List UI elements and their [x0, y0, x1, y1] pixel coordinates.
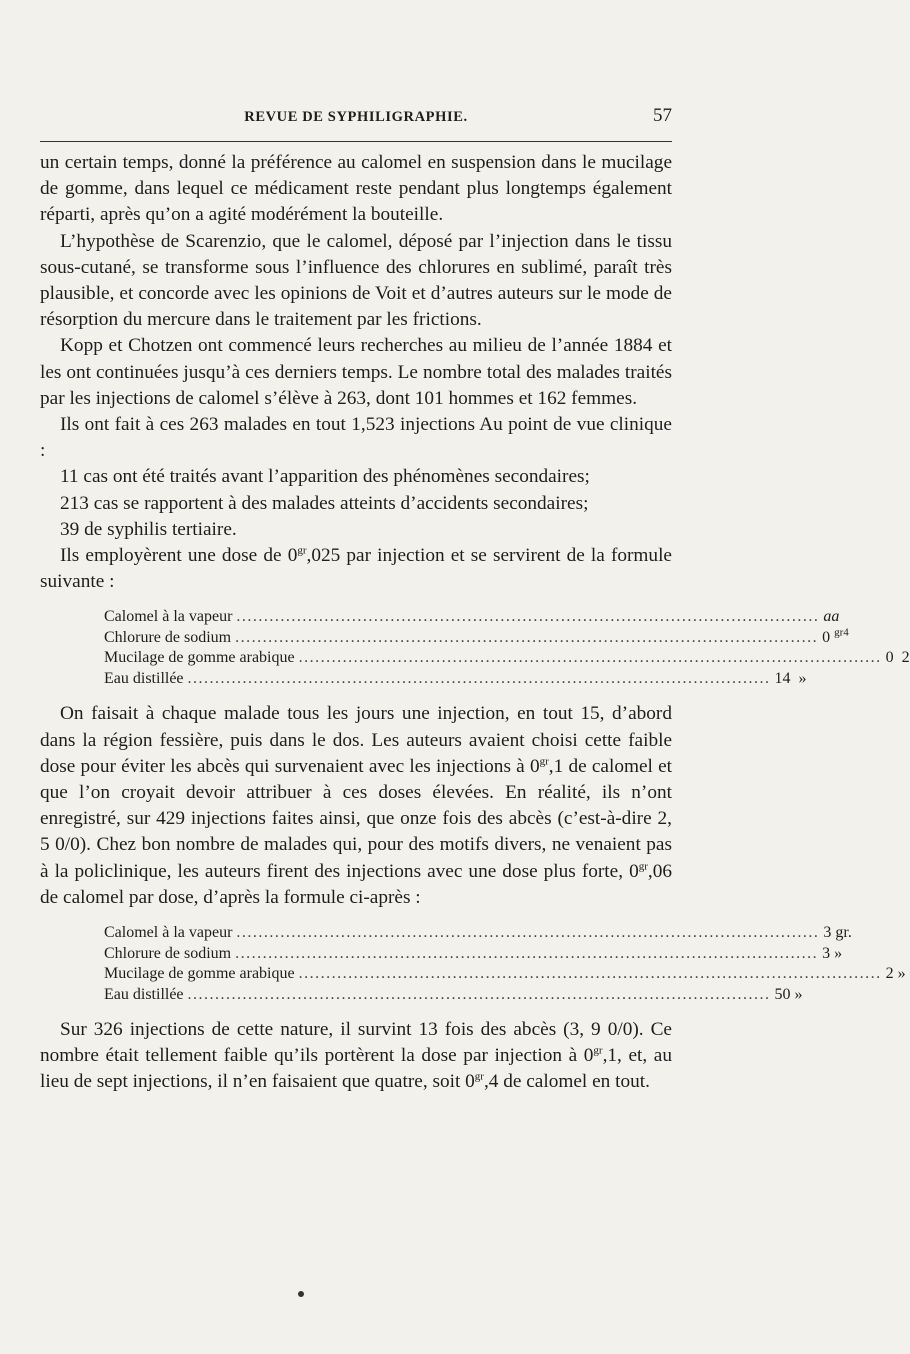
- bottom-dot-mark: [298, 1291, 304, 1297]
- paragraph-8-text-b: ,025 par injection et se servirent de la formule suivante :: [40, 545, 672, 593]
- ingredient-quantity: 3: [823, 924, 832, 942]
- paragraph-10-text-c: ,4 de calomel en tout.: [483, 1071, 650, 1093]
- formula-2-row: [104, 964, 906, 985]
- leader-dots: ..........................................................................................................: [235, 628, 819, 646]
- quantity-value: 14: [774, 669, 791, 687]
- ingredient-name: Chlorure de sodium: [104, 628, 232, 646]
- gram-superscript: gr: [638, 860, 648, 873]
- ingredient-name: Mucilage de gomme arabique: [104, 965, 295, 983]
- formula-2-row: [104, 985, 803, 1006]
- body-text: [40, 150, 910, 1096]
- paragraph-9: [40, 701, 672, 911]
- quantity-value: 0: [822, 628, 831, 646]
- quantity-value: 0: [885, 649, 894, 667]
- paragraph-2: L’hypothèse de Scarenzio, que le calomel, déposé par l’injection dans le tissu sous-cutané, se transforme sous l’influence des chlorures en sublimé, paraît très plausible, et concorde avec les opinions de Voit et d’autres auteurs sur le mode de résorption du mercure dans le traitement par les frictions.: [40, 230, 672, 331]
- gram-superscript: gr: [593, 1044, 603, 1057]
- ingredient-unit: »: [897, 965, 906, 983]
- paragraph-9-text-c: ,06 de calomel par dose, d’après la formule ci-après :: [40, 860, 672, 908]
- leader-dots: ..........................................................................................................: [187, 669, 771, 687]
- paragraph-9-text-a: On faisait à chaque malade tous les jours une injection, en tout 15, d’abord dans la région fessière, puis dans le dos. Les auteurs avaient choisi cette faible dose pour éviter les abcès qui survenaient avec les injections à 0: [40, 703, 672, 777]
- paragraph-3: Kopp et Chotzen ont commencé leurs recherches au milieu de l’année 1884 et les ont continuées jusqu’à ces derniers temps. Le nombre total des malades traités par les injections de calomel s’élève à 263, dont 101 hommes et 162 femmes.: [40, 335, 672, 409]
- paragraph-6: 213 cas se rapportent à des malades atteints d’accidents secondaires;: [60, 492, 589, 514]
- formula-2-row: [104, 944, 843, 965]
- leader-dots: ..........................................................................................................: [187, 985, 771, 1003]
- paragraph-4: Ils ont fait à ces 263 malades en tout 1,523 injections Au point de vue clinique :: [40, 414, 672, 462]
- formula-1-row: [104, 669, 807, 690]
- header-rule: [40, 141, 672, 142]
- formula-1-row: [104, 648, 910, 669]
- paragraph-1: un certain temps, donné la préférence au calomel en suspension dans le mucilage de gomme, dans lequel ce médicament reste pendant plus longtemps également réparti, après qu’on a agité modérément la bouteille.: [40, 152, 672, 226]
- ingredient-quantity: [886, 648, 910, 669]
- gram-superscript: gr: [297, 544, 307, 557]
- formula-2: [104, 923, 906, 1005]
- formula-2-row: [104, 923, 852, 944]
- ingredient-unit: gr.: [835, 924, 852, 942]
- quantity-unit: gr4: [834, 626, 849, 639]
- leader-dots: ..........................................................................................................: [298, 965, 882, 983]
- ingredient-quantity: 50: [774, 985, 791, 1003]
- quantity-unit: 2: [901, 649, 910, 667]
- leader-dots: ..........................................................................................................: [235, 944, 819, 962]
- paragraph-10: [40, 1017, 672, 1096]
- ingredient-name: Eau distillée: [104, 985, 184, 1003]
- gram-superscript: gr: [474, 1071, 484, 1084]
- ingredient-unit: »: [794, 985, 803, 1003]
- ingredient-quantity: aa: [823, 608, 840, 626]
- paragraph-8-text-a: Ils employèrent une dose de 0: [60, 545, 298, 567]
- paragraph-7: 39 de syphilis tertiaire.: [60, 518, 237, 540]
- ingredient-quantity: 2: [885, 965, 894, 983]
- running-title: REVUE DE SYPHILIGRAPHIE.: [244, 109, 468, 125]
- ingredient-name: Chlorure de sodium: [104, 944, 232, 962]
- paragraph-10-text-b: ,1, et, au lieu de sept injections, il n’en faisaient que quatre, soit 0: [40, 1045, 672, 1093]
- ingredient-unit: »: [834, 944, 843, 962]
- paragraph-5: 11 cas ont été traités avant l’apparition des phénomènes secondaires;: [60, 466, 590, 488]
- formula-1-row: [104, 626, 849, 649]
- formula-1-row: [104, 607, 840, 628]
- ingredient-quantity: [822, 628, 849, 649]
- paragraph-10-text-a: Sur 326 injections de cette nature, il survint 13 fois des abcès (3, 9 0/0). Ce nombre était tellement faible qu’ils portèrent la dose par injection à 0: [40, 1019, 672, 1067]
- quantity-unit: »: [798, 669, 807, 687]
- ingredient-name: Eau distillée: [104, 669, 184, 687]
- paragraph-8: [40, 543, 672, 595]
- ingredient-name: Calomel à la vapeur: [104, 608, 233, 626]
- leader-dots: ..........................................................................................................: [236, 608, 820, 626]
- page-number: 57: [653, 105, 672, 126]
- ingredient-name: Mucilage de gomme arabique: [104, 649, 295, 667]
- formula-1: [104, 607, 910, 689]
- page-header: [40, 103, 672, 129]
- paragraph-9-text-b: ,1 de calomel et que l’on croyait devoir attribuer à ces doses élevées. En réalité, ils n’ont enregistré, sur 429 injections faites ainsi, que onze fois des abcès (c’est-à-dire 2, 5 0/0). Chez bon nombre de malades qui, pour des motifs divers, ne venaient pas à la policlinique, les auteurs firent des injections avec une dose plus forte, 0: [40, 755, 673, 882]
- ingredient-name: Calomel à la vapeur: [104, 924, 233, 942]
- gram-superscript: gr: [539, 755, 549, 768]
- leader-dots: ..........................................................................................................: [236, 924, 820, 942]
- ingredient-quantity: 3: [822, 944, 831, 962]
- leader-dots: ..........................................................................................................: [298, 649, 882, 667]
- ingredient-quantity: [775, 669, 807, 690]
